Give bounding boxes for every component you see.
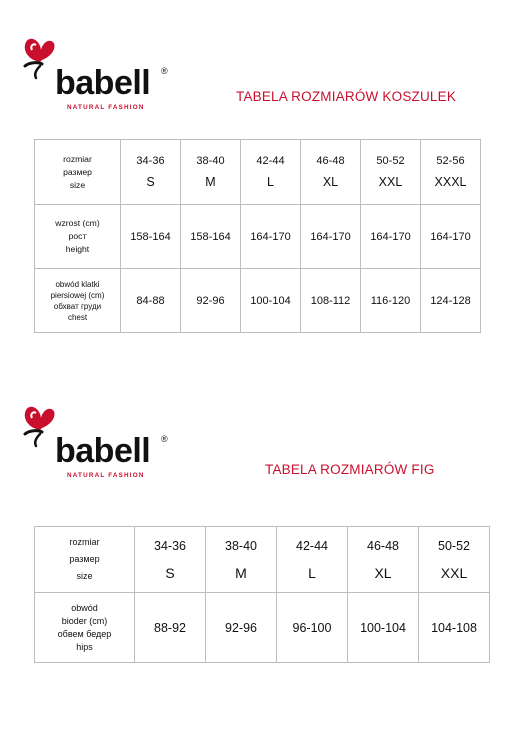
size-cell: 38-40 M (181, 140, 241, 205)
chest-cell: 124-128 (421, 269, 481, 333)
brand-wordmark: babell (55, 432, 151, 470)
chest-row-label: obwód klatki piersiowej (cm) обхват груди chest (35, 269, 121, 333)
size-cell: 34-36 S (121, 140, 181, 205)
chest-cell: 108-112 (301, 269, 361, 333)
size-row-label: rozmiar размер size (35, 527, 135, 593)
briefs-section (0, 360, 520, 750)
height-cell: 164-170 (421, 205, 481, 269)
hips-cell: 92-96 (206, 593, 277, 663)
registered-mark: ® (161, 66, 168, 76)
registered-mark: ® (161, 434, 168, 444)
table-row (35, 527, 490, 593)
hips-cell: 88-92 (135, 593, 206, 663)
hips-cell: 100-104 (348, 593, 419, 663)
table-row (35, 269, 481, 333)
brand-tagline: NATURAL FASHION (67, 472, 145, 479)
table-row (35, 593, 490, 663)
hips-cell: 96-100 (277, 593, 348, 663)
chest-cell: 84-88 (121, 269, 181, 333)
size-cell: 50-52 XXL (361, 140, 421, 205)
height-cell: 158-164 (121, 205, 181, 269)
shirts-section (0, 0, 520, 360)
hips-row-label: obwód bioder (cm) обвем бедер hips (35, 593, 135, 663)
brand-logo (20, 36, 180, 116)
size-cell: 46-48 XL (348, 527, 419, 593)
table-row (35, 140, 481, 205)
hips-cell: 104-108 (419, 593, 490, 663)
size-cell: 42-44 L (241, 140, 301, 205)
chest-cell: 92-96 (181, 269, 241, 333)
shirts-table-title: TABELA ROZMIARÓW KOSZULEK (236, 89, 457, 104)
brand-wordmark: babell (55, 64, 151, 102)
chest-cell: 100-104 (241, 269, 301, 333)
size-cell: 46-48 XL (301, 140, 361, 205)
height-cell: 164-170 (301, 205, 361, 269)
butterfly-logo-icon (20, 36, 60, 86)
size-cell: 34-36 S (135, 527, 206, 593)
height-cell: 164-170 (361, 205, 421, 269)
chest-cell: 116-120 (361, 269, 421, 333)
size-cell: 50-52 XXL (419, 527, 490, 593)
butterfly-logo-icon (20, 404, 60, 454)
size-cell: 52-56 XXXL (421, 140, 481, 205)
size-cell: 42-44 L (277, 527, 348, 593)
brand-tagline: NATURAL FASHION (67, 104, 145, 111)
table-row (35, 205, 481, 269)
height-row-label: wzrost (cm) рост height (35, 205, 121, 269)
height-cell: 158-164 (181, 205, 241, 269)
brand-logo (20, 404, 180, 484)
briefs-table-title: TABELA ROZMIARÓW FIG (265, 462, 435, 477)
shirts-size-table (34, 139, 481, 333)
size-cell: 38-40 M (206, 527, 277, 593)
height-cell: 164-170 (241, 205, 301, 269)
briefs-size-table (34, 526, 490, 663)
size-row-label: rozmiar размер size (35, 140, 121, 205)
